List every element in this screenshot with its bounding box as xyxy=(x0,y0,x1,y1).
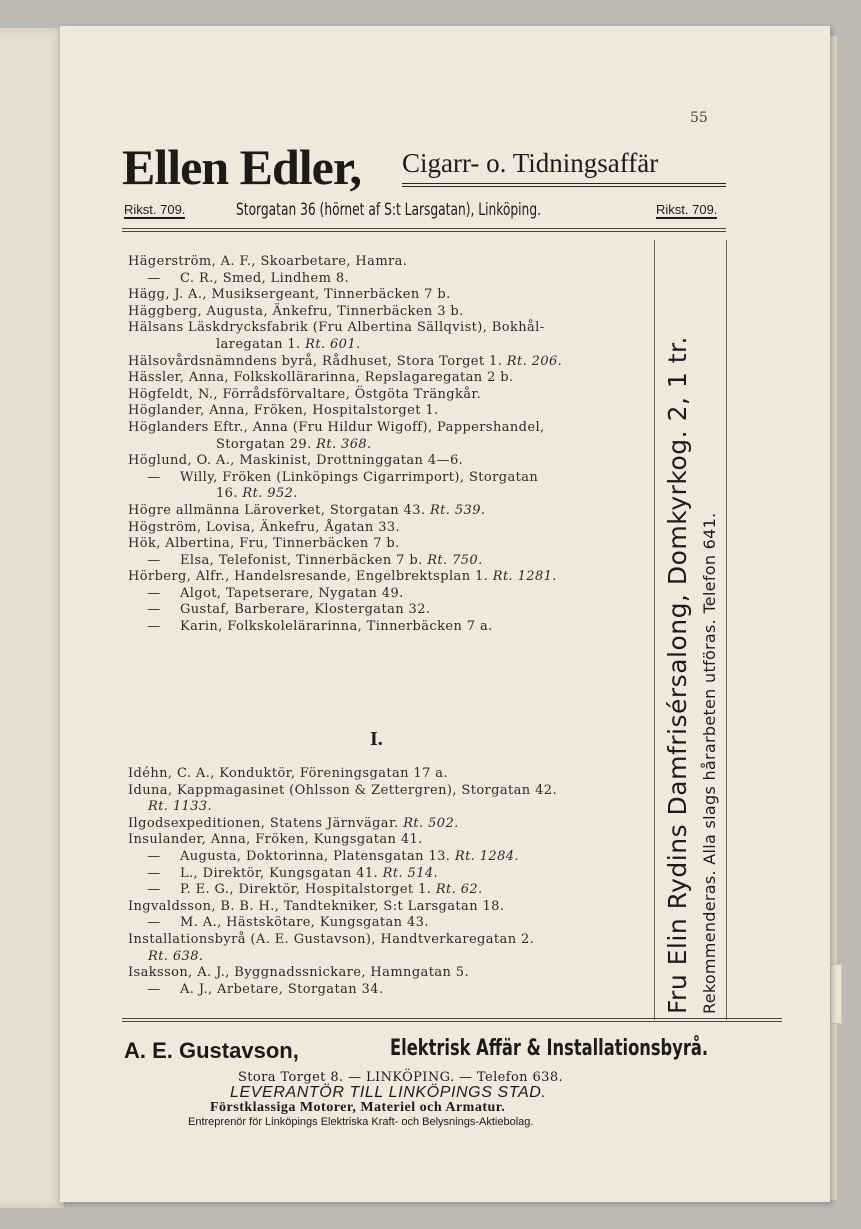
directory-h-section xyxy=(128,254,648,636)
entry-text: Hässler, Anna, Folkskollärarinna, Repslagaregatan 2 b. xyxy=(128,370,514,386)
directory-entry xyxy=(128,304,648,321)
directory-entry xyxy=(128,354,648,371)
entry-phone: Rt. 1133. xyxy=(148,799,213,815)
directory-entry xyxy=(128,832,648,849)
side-ad-divider xyxy=(726,240,727,1020)
repeat-dash: — xyxy=(147,981,161,997)
directory-entry xyxy=(128,387,648,404)
directory-entry xyxy=(128,849,648,866)
entry-text: laregatan 1. xyxy=(216,336,301,352)
directory-entry xyxy=(128,370,648,387)
entry-phone: Rt. 750. xyxy=(427,552,483,568)
directory-entry xyxy=(128,866,648,883)
entry-text: C. R., Smed, Lindhem 8. xyxy=(180,270,350,286)
directory-entry xyxy=(128,320,648,337)
entry-phone: Rt. 1281. xyxy=(492,569,557,585)
directory-entry xyxy=(128,420,648,437)
repeat-dash: — xyxy=(147,585,161,601)
directory-entry xyxy=(128,602,648,619)
entry-text: Idéhn, C. A., Konduktör, Föreningsgatan 17 a. xyxy=(128,766,448,781)
entry-phone: Rt. 539. xyxy=(429,502,486,518)
entry-text: Ilgodsexpeditionen, Statens Järnvägar. xyxy=(128,815,399,831)
directory-entry xyxy=(128,586,648,603)
entry-phone: Rt. 952. xyxy=(242,486,298,502)
entry-text: P. E. G., Direktör, Hospitalstorget 1. xyxy=(180,882,432,898)
directory-entry xyxy=(128,287,648,304)
entry-text: Hörberg, Alfr., Handelsresande, Engelbrektsplan 1. xyxy=(128,569,489,585)
directory-entry xyxy=(128,453,648,470)
header-rule xyxy=(402,186,726,187)
entry-text: Hägerström, A. F., Skoarbetare, Hamra. xyxy=(128,254,408,269)
header-ad-phone-left: Rikst. 709. xyxy=(124,202,186,217)
entry-text: Installationsbyrå (A. E. Gustavson), Handtverkaregatan 2. xyxy=(128,931,535,947)
header-rule xyxy=(402,183,726,184)
entry-text: Insulander, Anna, Fröken, Kungsgatan 41. xyxy=(128,832,423,848)
entry-phone: Rt. 514. xyxy=(382,865,439,881)
footer-divider xyxy=(122,1021,782,1022)
entry-text: Häggberg, Augusta, Änkefru, Tinnerbäcken 3 b. xyxy=(128,303,464,319)
entry-text: Willy, Fröken (Linköpings Cigarrimport), Storgatan xyxy=(180,469,539,485)
entry-text: Hök, Albertina, Fru, Tinnerbäcken 7 b. xyxy=(128,536,400,552)
side-ad-services-line: Rekommenderas. Alla slags hårarbeten utföras. Telefon 641. xyxy=(700,512,719,1014)
footer-ad-address: Stora Torget 8. — LINKÖPING. — Telefon 638. xyxy=(238,1070,564,1085)
entry-text: Hägg, J. A., Musiksergeant, Tinnerbäcken 7 b. xyxy=(128,287,451,303)
directory-entry xyxy=(128,949,648,966)
repeat-dash: — xyxy=(147,270,161,286)
repeat-dash: — xyxy=(147,469,161,485)
directory-entry xyxy=(128,470,648,487)
directory-entry xyxy=(128,982,648,999)
repeat-dash: — xyxy=(147,602,161,618)
repeat-dash: — xyxy=(147,915,161,931)
entry-text: Högfeldt, N., Förrådsförvaltare, Östgöta Trängkår. xyxy=(128,386,482,402)
entry-phone: Rt. 601. xyxy=(305,336,361,352)
directory-entry xyxy=(128,254,648,271)
directory-entry xyxy=(128,520,648,537)
directory-entry xyxy=(128,337,648,354)
entry-text: L., Direktör, Kungsgatan 41. xyxy=(180,865,379,881)
entry-phone: Rt. 1284. xyxy=(454,848,519,864)
header-ad-name: Ellen Edler, xyxy=(122,139,361,195)
entry-text: Hälsovårdsnämndens byrå, Rådhuset, Stora Torget 1. xyxy=(128,353,503,369)
entry-phone: Rt. 368. xyxy=(316,436,372,452)
side-ad-salon-line: Fru Elin Rydins Damfrisérsalong, Domkyrkog. 2, 1 tr. xyxy=(663,336,692,1014)
entry-phone: Rt. 502. xyxy=(403,815,459,831)
entry-text: Karin, Folkskolelärarinna, Tinnerbäcken 7 a. xyxy=(180,619,493,635)
header-ad-address: Storgatan 36 (hörnet af S:t Larsgatan), Linköping. xyxy=(236,200,541,220)
book-page xyxy=(60,26,830,1202)
directory-entry xyxy=(128,766,648,783)
entry-text: Högre allmänna Läroverket, Storgatan 43. xyxy=(128,502,426,518)
entry-phone: Rt. 638. xyxy=(148,948,204,964)
header-divider xyxy=(122,231,726,232)
entry-text: Ingvaldsson, B. B. H., Tandtekniker, S:t Larsgatan 18. xyxy=(128,898,505,914)
repeat-dash: — xyxy=(147,882,161,898)
footer-ad-contractor: Entreprenör för Linköpings Elektriska Kraft- och Belysnings-Aktiebolag. xyxy=(188,1116,534,1128)
directory-entry xyxy=(128,915,648,932)
directory-entry xyxy=(128,899,648,916)
directory-entry xyxy=(128,486,648,503)
directory-entry xyxy=(128,271,648,288)
footer-ad-name: A. E. Gustavson, xyxy=(124,1038,299,1063)
directory-entry xyxy=(128,816,648,833)
page-tab-marker xyxy=(830,964,842,1024)
directory-entry xyxy=(128,437,648,454)
directory-entry xyxy=(128,783,648,800)
entry-text: Högström, Lovisa, Änkefru, Ågatan 33. xyxy=(128,519,401,535)
repeat-dash: — xyxy=(147,848,161,864)
entry-text: Höglander, Anna, Fröken, Hospitalstorget 1. xyxy=(128,403,439,419)
entry-text: Iduna, Kappmagasinet (Ohlsson & Zettergren), Storgatan 42. xyxy=(128,782,557,798)
directory-entry xyxy=(128,536,648,553)
entry-text: Gustaf, Barberare, Klostergatan 32. xyxy=(180,602,431,618)
entry-text: Elsa, Telefonist, Tinnerbäcken 7 b. xyxy=(180,552,423,568)
footer-divider xyxy=(122,1018,782,1019)
directory-entry xyxy=(128,619,648,636)
entry-text: Höglund, O. A., Maskinist, Drottninggatan 4—6. xyxy=(128,453,464,469)
repeat-dash: — xyxy=(147,619,161,635)
entry-text: Storgatan 29. xyxy=(216,436,312,452)
directory-entry xyxy=(128,799,648,816)
footer-ad-supplier: LEVERANTÖR TILL LINKÖPINGS STAD. xyxy=(230,1084,547,1101)
entry-phone: Rt. 206. xyxy=(506,353,563,369)
entry-text: M. A., Hästskötare, Kungsgatan 43. xyxy=(180,915,429,931)
footer-ad-products: Förstklassiga Motorer, Materiel och Armatur. xyxy=(210,1100,506,1115)
entry-phone: Rt. 62. xyxy=(435,882,483,898)
page-number: 55 xyxy=(690,110,708,126)
left-page-edge xyxy=(0,28,65,1208)
repeat-dash: — xyxy=(147,552,161,568)
directory-i-section xyxy=(128,766,648,998)
entry-text: Augusta, Doktorinna, Platensgatan 13. xyxy=(180,848,451,864)
header-ad-business: Cigarr- o. Tidningsaffär xyxy=(402,148,659,178)
entry-text: A. J., Arbetare, Storgatan 34. xyxy=(180,981,384,997)
directory-entry xyxy=(128,932,648,949)
header-ad-phone-right: Rikst. 709. xyxy=(656,202,718,217)
directory-entry xyxy=(128,965,648,982)
entry-text: 16. xyxy=(216,486,238,502)
directory-entry xyxy=(128,403,648,420)
entry-text: Hälsans Läskdrycksfabrik (Fru Albertina Sällqvist), Bokhål- xyxy=(128,320,545,336)
entry-text: Isaksson, A. J., Byggnadssnickare, Hamngatan 5. xyxy=(128,965,469,981)
footer-ad-business: Elektrisk Affär & Installationsbyrå. xyxy=(390,1036,709,1061)
entry-text: Algot, Tapetserare, Nygatan 49. xyxy=(180,585,404,601)
section-letter-heading: I. xyxy=(370,728,383,750)
entry-text: Höglanders Eftr., Anna (Fru Hildur Wigoff), Pappershandel, xyxy=(128,419,545,435)
directory-entry xyxy=(128,569,648,586)
directory-entry xyxy=(128,503,648,520)
header-divider xyxy=(122,228,726,229)
repeat-dash: — xyxy=(147,865,161,881)
directory-entry xyxy=(128,882,648,899)
directory-entry xyxy=(128,553,648,570)
